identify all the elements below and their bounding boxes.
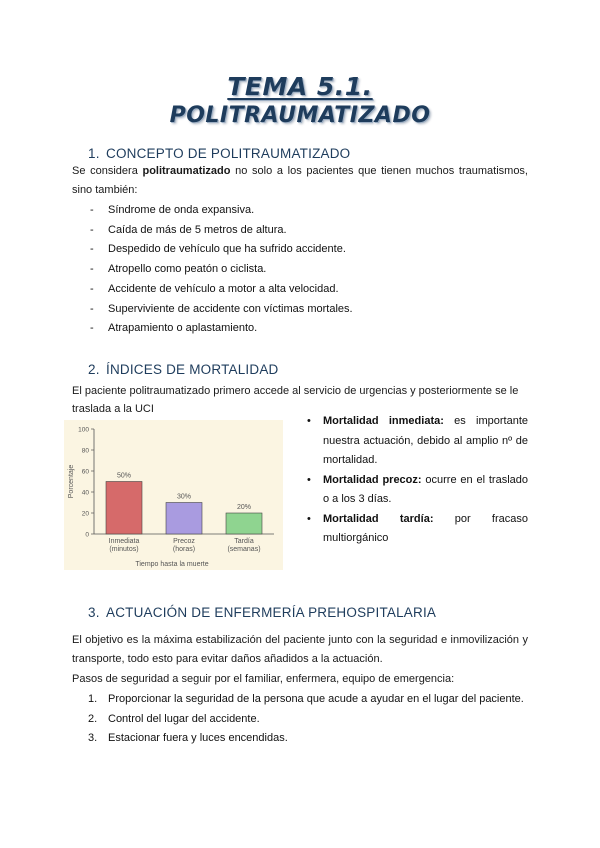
list-item-text: Atrapamiento o aplastamiento. <box>108 322 258 335</box>
bullet-label: Mortalidad inmediata: <box>323 415 444 427</box>
y-tick-label: 20 <box>81 510 89 518</box>
mortality-bullet <box>307 471 528 510</box>
mortality-intro-line2: traslada a la UCI <box>72 403 154 415</box>
section-number: 3. <box>88 605 100 620</box>
dash-marker: - <box>90 302 94 315</box>
bullet-dot-icon: • <box>307 473 311 486</box>
dash-marker: - <box>90 282 94 295</box>
bullet-label: Mortalidad precoz: <box>323 473 422 486</box>
mortality-intro-line1: El paciente politraumatizado primero accede al servicio de urgencias y posteriormente se le <box>72 385 519 397</box>
list-item-text: Accidente de vehículo a motor a alta velocidad. <box>108 282 339 295</box>
section-title: ÍNDICES DE MORTALIDAD <box>106 362 279 377</box>
section-number: 2. <box>88 362 100 377</box>
intro-paragraph-line2: sino también: <box>72 184 138 196</box>
dash-marker: - <box>90 204 94 216</box>
list-item <box>90 221 353 241</box>
list-item-text: Síndrome de onda expansiva. <box>108 204 255 216</box>
section-title: ACTUACIÓN DE ENFERMERÍA PREHOSPITALARIA <box>106 605 437 620</box>
x-tick-label: (horas) <box>172 546 196 553</box>
numbered-step <box>88 690 528 710</box>
intro-text: Se considera <box>72 165 143 177</box>
bullet-text: ocurre en el traslado o a los 3 días. <box>323 473 528 505</box>
safety-steps-list <box>88 690 528 749</box>
list-item <box>90 300 353 320</box>
bullet-dot-icon: • <box>307 415 311 427</box>
list-item <box>90 201 353 221</box>
bullet-text: por fracaso multiorgánico <box>323 512 528 544</box>
section-heading-actuacion <box>88 605 436 620</box>
dash-marker: - <box>90 223 94 236</box>
section-title: CONCEPTO DE POLITRAUMATIZADO <box>106 146 351 161</box>
y-tick-label: 80 <box>81 447 89 455</box>
step-number: 1. <box>88 693 98 705</box>
actuacion-para1-line1: El objetivo es la máxima estabilización del paciente junto con la seguridad e inmovilización y <box>72 634 528 646</box>
x-tick-label: (semanas) <box>227 546 261 553</box>
document-subtitle: POLITRAUMATIZADO <box>169 103 431 128</box>
y-tick-label: 0 <box>85 531 89 539</box>
list-item-text: Despedido de vehículo que ha sufrido accidente. <box>108 243 346 256</box>
numbered-step <box>88 729 528 749</box>
bullet-text: es importante nuestra actuación, debido al amplio nº de mortalidad. <box>323 415 528 466</box>
bar <box>166 503 202 535</box>
y-tick-label: 100 <box>78 426 89 434</box>
section-heading-concepto <box>88 146 350 161</box>
list-item <box>90 280 353 300</box>
x-tick-label: (minutos) <box>109 546 139 553</box>
intro-paragraph-line1 <box>72 162 528 181</box>
bar-data-label: 30% <box>176 493 192 501</box>
section-number: 1. <box>88 146 100 161</box>
step-text: Proporcionar la seguridad de la persona que acude a ayudar en el lugar del paciente. <box>108 693 524 705</box>
dash-marker: - <box>90 263 94 276</box>
x-tick-label: Inmediata <box>108 538 140 545</box>
document-title: TEMA 5.1. <box>227 72 373 101</box>
actuacion-para1-line2: transporte, todo esto para evitar daños añadidos a la actuación. <box>72 653 383 665</box>
y-tick-label: 60 <box>81 468 89 476</box>
list-item-text: Caída de más de 5 metros de altura. <box>108 223 287 236</box>
bar <box>106 482 142 535</box>
x-axis-title: Tiempo hasta la muerte <box>135 561 209 568</box>
y-tick-label: 40 <box>81 489 89 497</box>
x-tick-label: Tardía <box>234 538 254 545</box>
chart-svg <box>64 420 283 570</box>
step-number: 2. <box>88 712 98 725</box>
list-item <box>90 260 353 280</box>
intro-text: no solo a los pacientes que tienen muchos traumatismos, <box>230 165 528 177</box>
bar-data-label: 50% <box>116 472 132 480</box>
list-item-text: Superviviente de accidente con víctimas mortales. <box>108 302 353 315</box>
step-number: 3. <box>88 732 98 744</box>
intro-bold-term: politraumatizado <box>142 165 231 177</box>
bullet-dot-icon: • <box>307 512 311 525</box>
list-item-text: Atropello como peatón o ciclista. <box>108 263 267 276</box>
actuacion-para2: Pasos de seguridad a seguir por el familiar, enfermera, equipo de emergencia: <box>72 673 455 685</box>
bar-data-label: 20% <box>236 504 252 511</box>
bullet-label: Mortalidad tardía: <box>323 512 434 525</box>
mortality-bullet <box>307 510 528 549</box>
dash-marker: - <box>90 322 94 335</box>
list-item <box>90 319 353 339</box>
step-text: Control del lugar del accidente. <box>108 712 260 725</box>
bar <box>226 513 262 534</box>
numbered-step <box>88 710 528 730</box>
dash-marker: - <box>90 243 94 256</box>
concept-list <box>90 201 353 339</box>
mortality-bullets <box>307 412 528 549</box>
list-item <box>90 240 353 260</box>
step-text: Estacionar fuera y luces encendidas. <box>108 732 288 744</box>
mortality-chart <box>64 420 283 570</box>
section-heading-mortalidad <box>88 362 278 377</box>
x-tick-label: Precoz <box>173 538 195 545</box>
mortality-bullet <box>307 412 528 471</box>
y-axis-title: Porcentaje <box>68 464 75 499</box>
